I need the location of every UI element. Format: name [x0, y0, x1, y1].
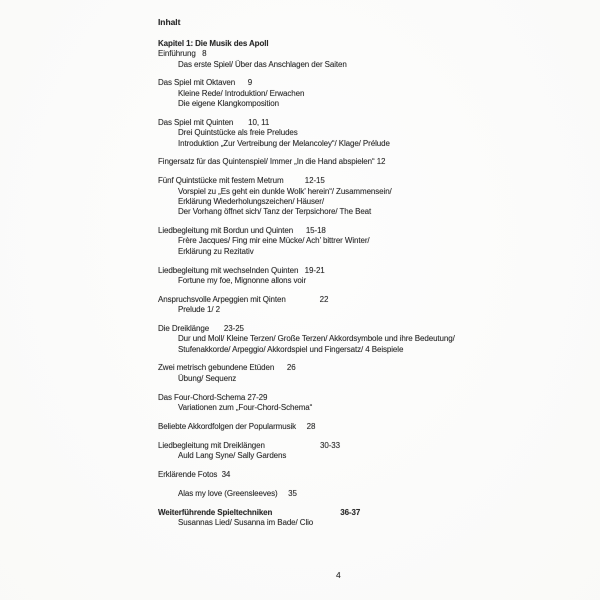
toc-subentry — [158, 236, 578, 246]
toc-subentry — [158, 60, 578, 70]
toc-subentry — [158, 334, 578, 344]
entry-page-number: 34 — [217, 469, 231, 479]
entry-page-number: 9 — [235, 78, 253, 88]
entry-page-number: 23-25 — [209, 323, 244, 333]
entry-title: Der Vorhang öffnet sich/ Tanz der Terpsichore/ The Beat — [178, 207, 372, 217]
toc-block — [158, 324, 578, 355]
toc-entry — [158, 363, 578, 373]
entry-title: Zwei metrisch gebundene Etüden — [158, 363, 275, 373]
toc-subentry — [158, 374, 578, 384]
entry-title: Fünf Quintstücke mit festem Metrum — [158, 176, 284, 186]
toc-entry — [158, 470, 578, 480]
toc-subentry — [158, 197, 578, 207]
entry-title: Das Spiel mit Quinten — [158, 117, 234, 127]
toc-subentry — [158, 276, 578, 286]
toc-block — [158, 266, 578, 287]
toc-block — [158, 176, 578, 217]
toc-block — [158, 363, 578, 384]
toc-block — [158, 295, 578, 316]
toc-block — [158, 39, 578, 70]
toc-subentry — [158, 451, 578, 461]
entry-page-number: 19-21 — [298, 265, 325, 275]
entry-title: Weiterführende Spieltechniken — [158, 507, 273, 517]
toc-subentry — [158, 305, 578, 315]
toc-block — [158, 157, 578, 167]
entry-title: Liedbegleitung mit wechselnden Quinten — [158, 265, 299, 275]
toc-block — [158, 422, 578, 432]
toc-block — [158, 489, 578, 499]
entry-page-number: 12-15 — [283, 176, 325, 186]
entry-title: Dur und Moll/ Kleine Terzen/ Große Terzen/ Akkordsymbole und ihre Bedeutung/ — [178, 334, 455, 344]
toc-subentry — [158, 128, 578, 138]
entry-page-number: 36-37 — [272, 507, 361, 517]
entry-title: Frère Jacques/ Fing mir eine Mücke/ Ach’ bittrer Winter/ — [178, 236, 370, 246]
entry-title: Fingersatz für das Quintenspiel/ Immer „In die Hand abspielen“ — [158, 157, 375, 167]
toc-entry — [158, 78, 578, 88]
entry-title: Liedbegleitung mit Dreiklängen — [158, 440, 265, 450]
entry-title: Beliebte Akkordfolgen der Popularmusik — [158, 421, 297, 431]
entry-title: Erklärung Wiederholungszeichen/ Häuser/ — [178, 196, 324, 206]
toc-list — [158, 39, 578, 537]
toc-entry — [158, 295, 578, 305]
entry-page-number: 30-33 — [264, 440, 341, 450]
entry-title: Das Four-Chord-Schema — [158, 392, 246, 402]
entry-page-number: 26 — [274, 363, 296, 373]
entry-title: Die eigene Klangkomposition — [178, 99, 279, 109]
toc-entry — [158, 176, 578, 186]
entry-page-number: 8 — [195, 49, 207, 59]
toc-entry — [158, 508, 578, 518]
toc-block — [158, 118, 578, 149]
entry-title: Das erste Spiel/ Über das Anschlagen der Saiten — [178, 59, 347, 69]
toc-block — [158, 470, 578, 480]
toc-subentry — [158, 345, 578, 355]
toc-entry — [158, 49, 578, 59]
toc-entry — [158, 393, 578, 403]
entry-title: Vorspiel zu „Es geht ein dunkle Wolk’ herein“/ Zusammensein/ — [178, 186, 392, 196]
toc-subentry — [158, 518, 578, 528]
entry-title: Erklärende Fotos — [158, 469, 218, 479]
toc-block — [158, 393, 578, 414]
entry-page-number: 27-29 — [245, 392, 268, 402]
entry-page-number: 12 — [374, 157, 386, 167]
entry-title: Susannas Lied/ Susanna im Bade/ Clio — [178, 518, 314, 527]
entry-title: Liedbegleitung mit Bordun und Quinten — [158, 226, 294, 236]
toc-entry — [158, 266, 578, 276]
toc-entry — [158, 157, 578, 167]
entry-title: Kapitel 1: Die Musik des Apoll — [158, 39, 269, 48]
page-title: Inhalt — [158, 17, 181, 27]
toc-entry — [158, 226, 578, 236]
entry-title: Kleine Rede/ Introduktion/ Erwachen — [178, 88, 305, 98]
entry-title: Übung/ Sequenz — [178, 373, 237, 383]
toc-subentry — [158, 139, 578, 149]
entry-title: Fortune my foe, Mignonne allons voir — [178, 275, 307, 285]
entry-title: Erklärung zu Rezitativ — [178, 246, 254, 256]
toc-entry — [158, 422, 578, 432]
entry-title: Introduktion „Zur Vertreibung der Melancoley“/ Klage/ Prélude — [178, 138, 390, 148]
toc-subentry — [158, 187, 578, 197]
toc-subentry — [158, 207, 578, 217]
toc-block — [158, 226, 578, 257]
entry-page-number: 22 — [285, 294, 329, 304]
entry-page-number: 10, 11 — [233, 117, 270, 127]
entry-title: Prelude 1/ 2 — [178, 305, 220, 315]
toc-subentry — [158, 403, 578, 413]
entry-title: Einführung — [158, 49, 196, 59]
entry-page-number: 35 — [277, 488, 297, 498]
toc-entry — [158, 324, 578, 334]
entry-title: Variationen zum „Four-Chord-Schema“ — [178, 402, 313, 412]
toc-entry — [158, 39, 578, 49]
entry-title: Das Spiel mit Oktaven — [158, 78, 236, 88]
toc-block — [158, 508, 578, 529]
entry-page-number: 28 — [296, 421, 316, 431]
toc-subentry — [158, 247, 578, 257]
entry-title: Anspruchsvolle Arpeggien mit Qinten — [158, 294, 286, 304]
toc-subentry — [158, 89, 578, 99]
entry-title: Alas my love (Greensleeves) — [178, 488, 278, 498]
footer-page-number: 4 — [336, 570, 341, 580]
toc-subentry — [158, 99, 578, 109]
entry-title: Auld Lang Syne/ Sally Gardens — [178, 451, 287, 461]
entry-page-number: 15-18 — [293, 226, 326, 236]
entry-title: Die Dreiklänge — [158, 323, 210, 333]
toc-entry — [158, 118, 578, 128]
toc-subentry — [158, 489, 578, 499]
toc-block — [158, 441, 578, 462]
entry-title: Stufenakkorde/ Arpeggio/ Akkordspiel und Fingersatz/ 4 Beispiele — [178, 344, 404, 354]
entry-title: Drei Quintstücke als freie Preludes — [178, 128, 298, 138]
toc-block — [158, 78, 578, 109]
toc-entry — [158, 441, 578, 451]
